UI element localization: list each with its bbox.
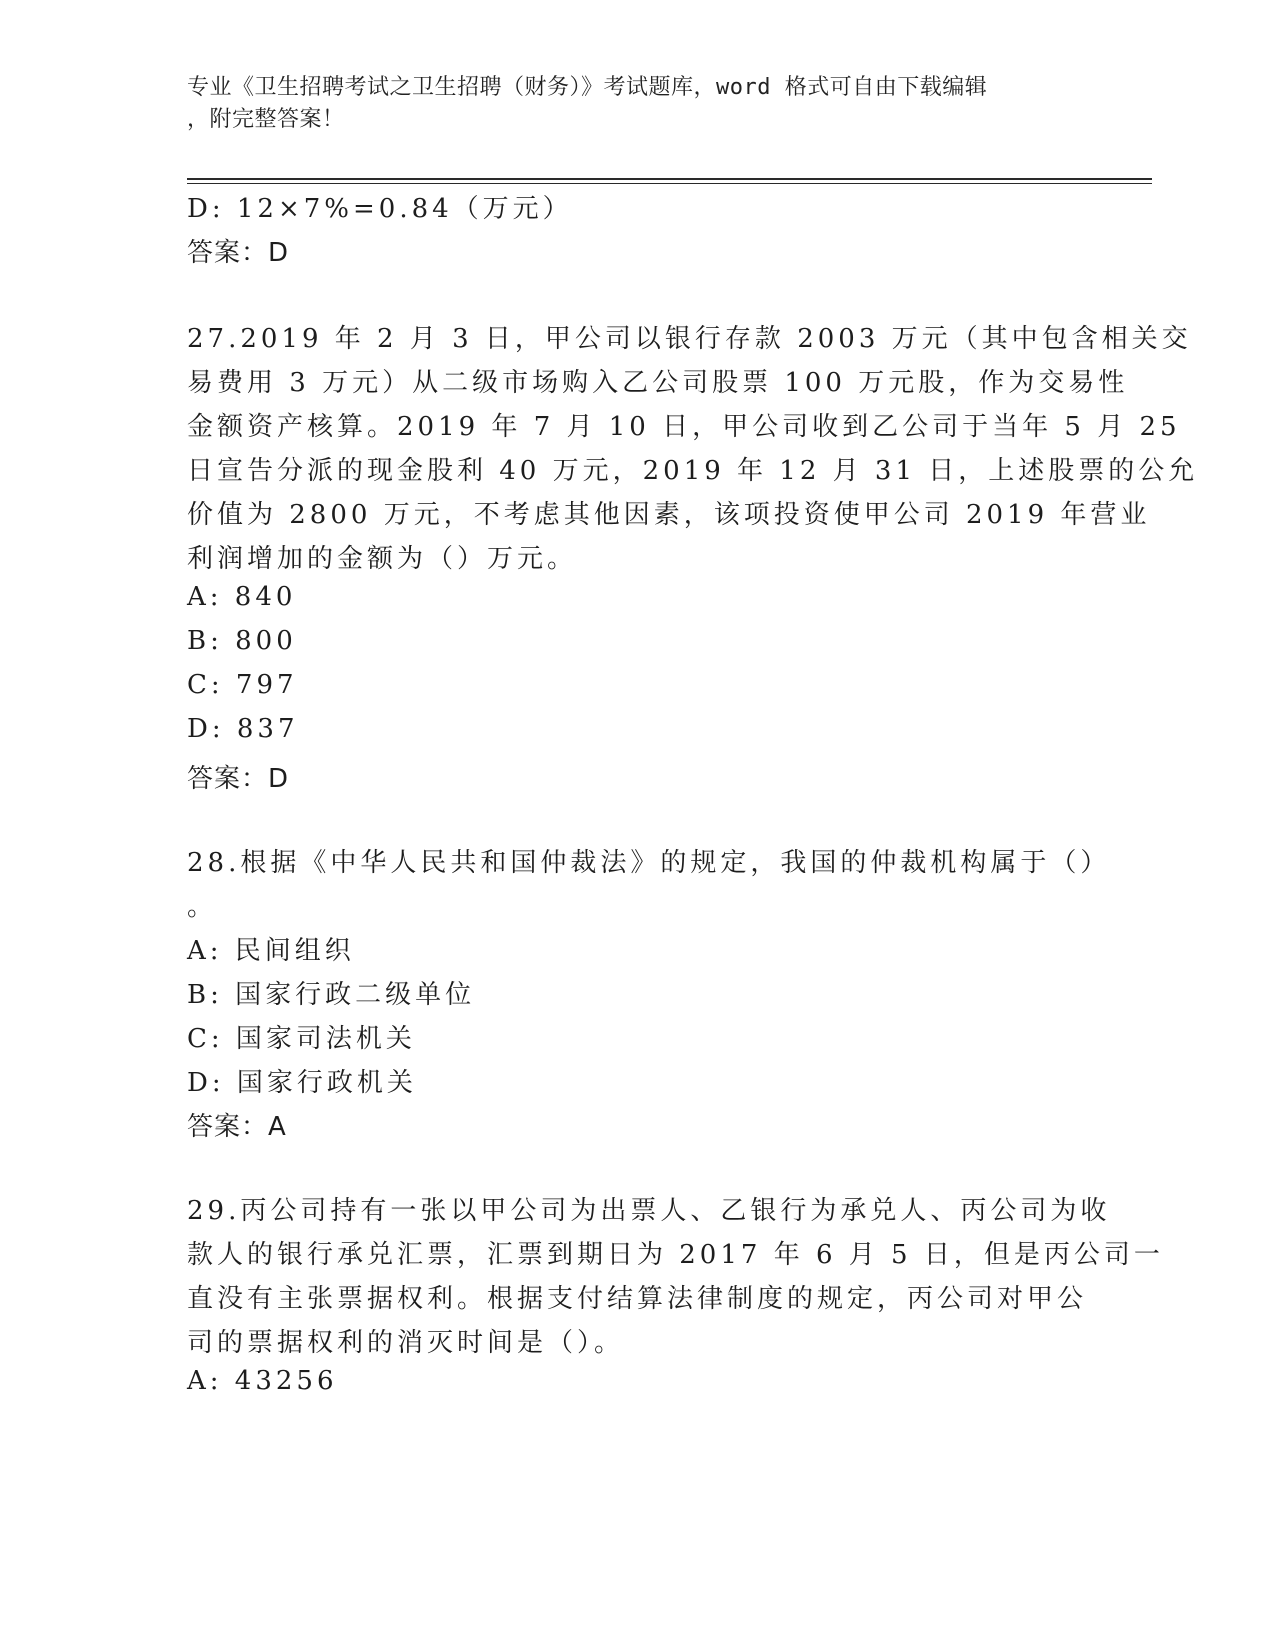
question-stem-line: 金额资产核算。2019 年 7 月 10 日，甲公司收到乙公司于当年 5 月 25 [187, 412, 1181, 442]
question-stem-line: 司的票据权利的消灭时间是（）。 [187, 1328, 625, 1358]
question-stem-line: 易费用 3 万元）从二级市场购入乙公司股票 100 万元股，作为交易性 [187, 368, 1129, 398]
question-stem-line: 28.根据《中华人民共和国仲裁法》的规定，我国的仲裁机构属于（） [187, 848, 1111, 878]
header-divider-thick [187, 178, 1152, 180]
option-a: A: 民间组织 [187, 936, 355, 966]
header-divider-thin [187, 183, 1152, 184]
option-b: B: 国家行政二级单位 [187, 980, 476, 1010]
option-b: B: 800 [187, 626, 297, 656]
question-stem-line: 款人的银行承兑汇票，汇票到期日为 2017 年 6 月 5 日，但是丙公司一 [187, 1240, 1164, 1270]
header-line-1: 专业《卫生招聘考试之卫生招聘（财务）》考试题库，word 格式可自由下载编辑 [187, 75, 988, 100]
option-c: C: 国家司法机关 [187, 1024, 416, 1054]
question-stem-line: 价值为 2800 万元，不考虑其他因素，该项投资使甲公司 2019 年营业 [187, 500, 1151, 530]
option-d: D: 国家行政机关 [187, 1068, 417, 1098]
prev-answer: 答案：D [187, 238, 290, 268]
option-a: A: 840 [187, 582, 297, 612]
question-stem-line: 。 [187, 892, 218, 922]
option-d: D: 837 [187, 714, 299, 744]
question-stem-line: 日宣告分派的现金股利 40 万元，2019 年 12 月 31 日，上述股票的公允 [187, 456, 1199, 486]
answer-label: 答案：A [187, 1112, 287, 1142]
option-c: C: 797 [187, 670, 298, 700]
page-header [187, 72, 1087, 136]
question-stem-line: 29.丙公司持有一张以甲公司为出票人、乙银行为承兑人、丙公司为收 [187, 1196, 1111, 1226]
question-stem-line: 利润增加的金额为（）万元。 [187, 544, 578, 574]
question-stem-line: 直没有主张票据权利。根据支付结算法律制度的规定，丙公司对甲公 [187, 1284, 1088, 1314]
answer-label: 答案：D [187, 764, 290, 794]
header-line-2: ，附完整答案！ [187, 107, 345, 132]
option-a: A: 43256 [187, 1366, 338, 1396]
prev-option-d: D: 12×7%=0.84（万元） [187, 194, 573, 224]
question-stem-line: 27.2019 年 2 月 3 日，甲公司以银行存款 2003 万元（其中包含相关交 [187, 324, 1192, 354]
